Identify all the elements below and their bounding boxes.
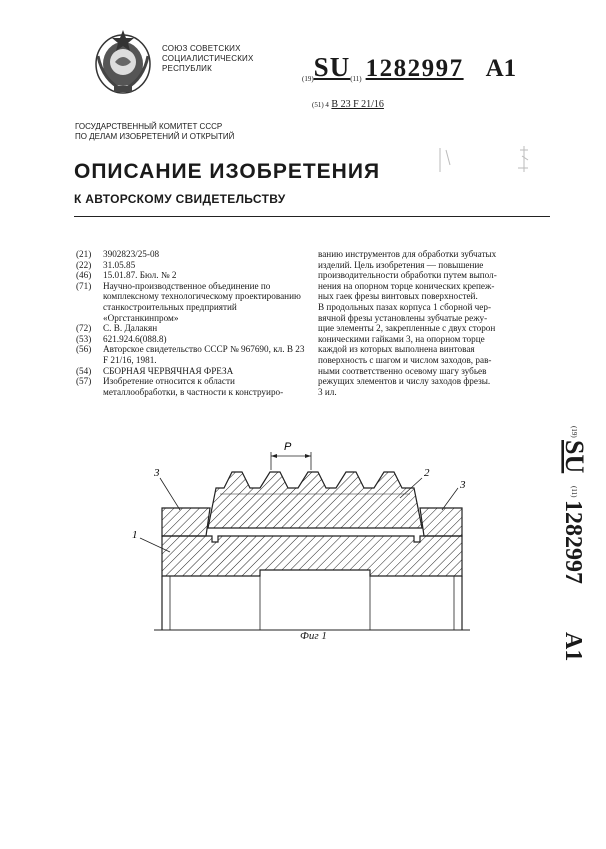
label-3-right: 3 (460, 479, 466, 491)
biblio-code: (46) (76, 270, 92, 281)
library-stamp (400, 120, 550, 200)
biblio-row-72 (76, 323, 311, 334)
committee-line-1: ГОСУДАРСТВЕННЫЙ КОМИТЕТ СССР (75, 122, 223, 131)
abstract-line: каждой из которых выполнена винтовая (318, 344, 475, 355)
union-line-3: РЕСПУБЛИК (162, 64, 212, 73)
vertical-country: SU (560, 440, 589, 474)
biblio-code: (57) (76, 376, 92, 387)
patent-number: 1282997 (365, 55, 464, 82)
committee-line-2: ПО ДЕЛАМ ИЗОБРЕТЕНИЙ И ОТКРЫТИЙ (75, 132, 235, 141)
biblio-code: (56) (76, 344, 92, 355)
pitch-label: P (284, 441, 292, 453)
code-19: (19) (302, 75, 314, 83)
right-conical-nut (420, 508, 462, 536)
vertical-number: 1282997 (560, 500, 586, 584)
biblio-code: (21) (76, 249, 92, 259)
abstract-line: 3 ил. (318, 386, 337, 397)
biblio-code: (71) (76, 280, 92, 291)
ipc-class: В 23 F 21/16 (331, 99, 384, 110)
biblio-row-54 (76, 366, 311, 377)
union-line-1: СОЮЗ СОВЕТСКИХ (162, 44, 241, 53)
union-line-2: СОЦИАЛИСТИЧЕСКИХ (162, 54, 254, 63)
invention-title: СБОРНАЯ ЧЕРВЯЧНАЯ ФРЕЗА (103, 365, 234, 376)
leader-3-left (160, 478, 180, 510)
biblio-row-21 (76, 249, 311, 260)
biblio-row-71 (76, 281, 311, 323)
abstract-line: ванию инструментов для обработки зубчатых (318, 249, 497, 259)
biblio-row-57 (76, 376, 311, 397)
abstract-line: режущих элементов и числу заходов фрезы. (318, 376, 491, 387)
biblio-row-22 (76, 260, 311, 271)
abstract-line: поверхность с шагом и числом заходов, рав- (318, 354, 492, 365)
biblio-text: 15.01.87. Бюл. № 2 (103, 270, 177, 281)
publication-number (302, 52, 516, 83)
document-subtitle: К АВТОРСКОМУ СВИДЕТЕЛЬСТВУ (74, 192, 286, 206)
vertical-code-19: (19) (570, 426, 578, 438)
code-11: (11) (350, 75, 362, 83)
abstract-line: вячной фрезы установлены зубчатые режу- (318, 312, 488, 323)
abstract-line: коническими гайками 3, на опорном торце (318, 333, 485, 344)
biblio-text: Научно-производственное объединение по комплексному технологическому проектированию станкостроительных предприятий «Оргстанкинпром» (103, 280, 301, 323)
label-1: 1 (132, 529, 138, 541)
biblio-code: (54) (76, 365, 92, 376)
abstract-line: ных гаек фрезы винтовых поверхностей. (318, 291, 478, 302)
vertical-kind: A1 (560, 632, 586, 662)
union-name (162, 44, 254, 74)
header-divider (74, 216, 550, 217)
abstract-line: ными соответственно осевому шагу зубьев (318, 365, 487, 376)
biblio-row-56 (76, 344, 311, 365)
cutting-element (208, 472, 422, 528)
figure-caption: Фиг 1 (300, 630, 327, 642)
pitch-arrow-left (271, 454, 277, 458)
cutter-body (162, 536, 462, 576)
kind-code: A1 (485, 55, 517, 82)
bibliographic-data (76, 249, 311, 397)
abstract-line: щие элементы 2, закрепленные с двух сторон (318, 323, 496, 334)
abstract-line: нения на опорном торце конических крепеж- (318, 280, 495, 291)
biblio-text: Авторское свидетельство СССР № 967690, кл. В 23 F 21/16, 1981. (103, 344, 305, 365)
ipc-code: (51) 4 (312, 101, 329, 109)
biblio-row-46 (76, 270, 311, 281)
ipc-classification (312, 99, 384, 110)
biblio-text: 621.924.6(088.8) (103, 333, 167, 344)
document-title: ОПИСАНИЕ ИЗОБРЕТЕНИЯ (74, 160, 381, 183)
leader-3-right (442, 488, 458, 510)
biblio-text: 31.05.85 (103, 259, 136, 270)
abstract-line: изделий. Цель изобретения — повышение (318, 259, 484, 270)
abstract-continuation (318, 249, 556, 397)
hob-cutter-drawing (132, 430, 490, 645)
biblio-code: (72) (76, 323, 92, 334)
vertical-patent-number (546, 424, 589, 674)
biblio-code: (53) (76, 333, 92, 344)
abstract-start: Изобретение относится к области металлообработки, в частности к конструиро- (103, 376, 284, 397)
label-3-left: 3 (154, 467, 160, 479)
abstract-line: производительности обработки путем выпол- (318, 270, 497, 281)
left-conical-nut (162, 508, 210, 536)
pitch-arrow-right (305, 454, 311, 458)
vertical-code-11: (11) (570, 486, 578, 498)
committee-name (75, 122, 234, 142)
country-code: SU (313, 52, 351, 82)
label-2: 2 (424, 467, 430, 479)
biblio-row-53 (76, 334, 311, 345)
biblio-text: С. В. Далакян (103, 323, 158, 334)
biblio-code: (22) (76, 259, 92, 270)
biblio-text: 3902823/25-08 (103, 249, 160, 259)
ussr-emblem (88, 26, 158, 98)
abstract-line: В продольных пазах корпуса 1 сборной чер- (318, 301, 492, 312)
